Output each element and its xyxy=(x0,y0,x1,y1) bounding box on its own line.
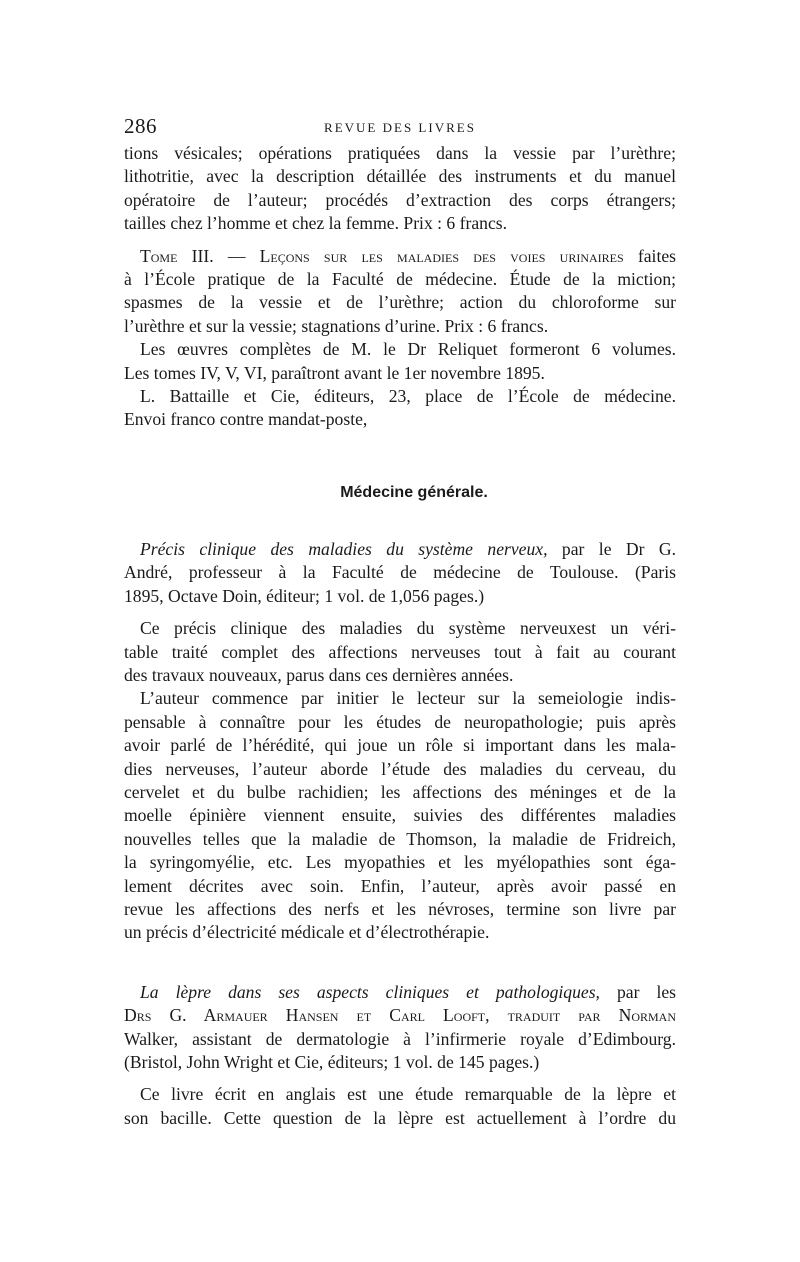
text-line: son bacille. Cette question de la lèpre est actuellement à l’ordre du xyxy=(124,1107,676,1128)
running-title: REVUE DES LIVRES xyxy=(324,120,476,135)
text-line: opératoire de l’auteur; procédés d’extraction des corps étrangers; xyxy=(124,189,676,210)
text-line: revue les affections des nerfs et les névroses, termine son livre par xyxy=(124,898,676,919)
text-line: Les tomes IV, V, VI, paraîtront avant le 1er novembre 1895. xyxy=(124,362,545,383)
text-line: moelle épinière viennent ensuite, suivies des différentes maladies xyxy=(124,805,676,826)
review-citation-2 xyxy=(124,981,676,1075)
text-line: spasmes de la vessie et de l’urèthre; action du chloroforme sur xyxy=(124,292,676,313)
paragraph-tome-3 xyxy=(124,245,676,339)
text-line: un précis d’électricité médicale et d’électrothérapie. xyxy=(124,922,490,943)
text-line: la syringomyélie, etc. Les myopathies et les myélopathies sont éga- xyxy=(124,852,676,873)
tome-label: Tome III. — Leçons sur les maladies des voies urinaires xyxy=(140,245,624,266)
text-line: à l’École pratique de la Faculté de médecine. Étude de la miction; xyxy=(124,269,676,290)
text-line: tailles chez l’homme et chez la femme. Prix : 6 francs. xyxy=(124,213,507,234)
citation-text: par le Dr G. xyxy=(561,538,677,559)
text-line: L’auteur commence par initier le lecteur sur la semeiologie indis- xyxy=(140,688,676,709)
tome-label-tail: faites xyxy=(637,245,676,266)
text-line: dies nerveuses, l’auteur aborde l’étude des maladies du cerveau, du xyxy=(124,758,676,779)
paragraph-oeuvres xyxy=(124,338,676,385)
text-line: 1895, Octave Doin, éditeur; 1 vol. de 1,056 pages.) xyxy=(124,585,485,606)
section-title: Médecine générale. xyxy=(340,483,488,501)
text-line: Drs G. Armauer Hansen et Carl Looft, traduit par Norman xyxy=(124,1005,676,1026)
text-line: André, professeur à la Faculté de médecine de Toulouse. (Paris xyxy=(124,562,676,583)
text-line: tions vésicales; opérations pratiquées dans la vessie par l’urèthre; xyxy=(124,143,676,163)
paragraph-continuation xyxy=(124,142,676,236)
text-line: L. Battaille et Cie, éditeurs, 23, place de l’École de médecine. xyxy=(140,386,676,407)
text-line: Ce livre écrit en anglais est une étude remarquable de la lèpre et xyxy=(140,1084,676,1105)
review-2-paragraph-1 xyxy=(124,1083,676,1130)
review-1-paragraph-1 xyxy=(124,617,676,687)
text-line: table traité complet des affections nerveuses tout à fait au courant xyxy=(124,641,676,662)
book-title: La lèpre dans ses aspects cliniques et pathologiques, xyxy=(140,981,600,1002)
text-line xyxy=(124,981,676,1004)
review-citation-1 xyxy=(124,538,676,608)
text-line: pensable à connaître pour les études de neuropathologie; puis après xyxy=(124,711,676,732)
text-line: l’urèthre et sur la vessie; stagnations d’urine. Prix : 6 francs. xyxy=(124,315,549,336)
book-title: Précis clinique des maladies du système nerveux, xyxy=(140,538,548,559)
text-line: Ce précis clinique des maladies du système nerveuxest un véri- xyxy=(140,618,676,639)
text-line: Envoi franco contre mandat-poste, xyxy=(124,409,368,430)
page-number: 286 xyxy=(124,114,157,138)
text-line: Walker, assistant de dermatologie à l’infirmerie royale d’Edimbourg. xyxy=(124,1028,676,1049)
text-line xyxy=(124,245,676,268)
text-line: Les œuvres complètes de M. le Dr Reliquet formeront 6 volumes. xyxy=(140,339,676,360)
paragraph-editeurs xyxy=(124,385,676,432)
citation-text: par les xyxy=(616,981,676,1002)
text-line: cervelet et du bulbe rachidien; les affections des méninges et de la xyxy=(124,781,676,802)
book-page xyxy=(124,112,676,1130)
text-line xyxy=(124,538,676,561)
text-line: lithotritie, avec la description détaillée des instruments et du manuel xyxy=(124,166,676,187)
text-line: lement décrites avec soin. Enfin, l’auteur, après avoir passé en xyxy=(124,875,676,896)
review-1-paragraph-2 xyxy=(124,687,676,944)
text-line: avoir parlé de l’hérédité, qui joue un rôle si important dans les mala- xyxy=(124,735,676,756)
text-line: nouvelles telles que la maladie de Thomson, la maladie de Fridreich, xyxy=(124,828,676,849)
text-line: (Bristol, John Wright et Cie, éditeurs; 1 vol. de 145 pages.) xyxy=(124,1052,540,1072)
text-line: des travaux nouveaux, parus dans ces dernières années. xyxy=(124,664,514,685)
page-header xyxy=(124,112,676,142)
